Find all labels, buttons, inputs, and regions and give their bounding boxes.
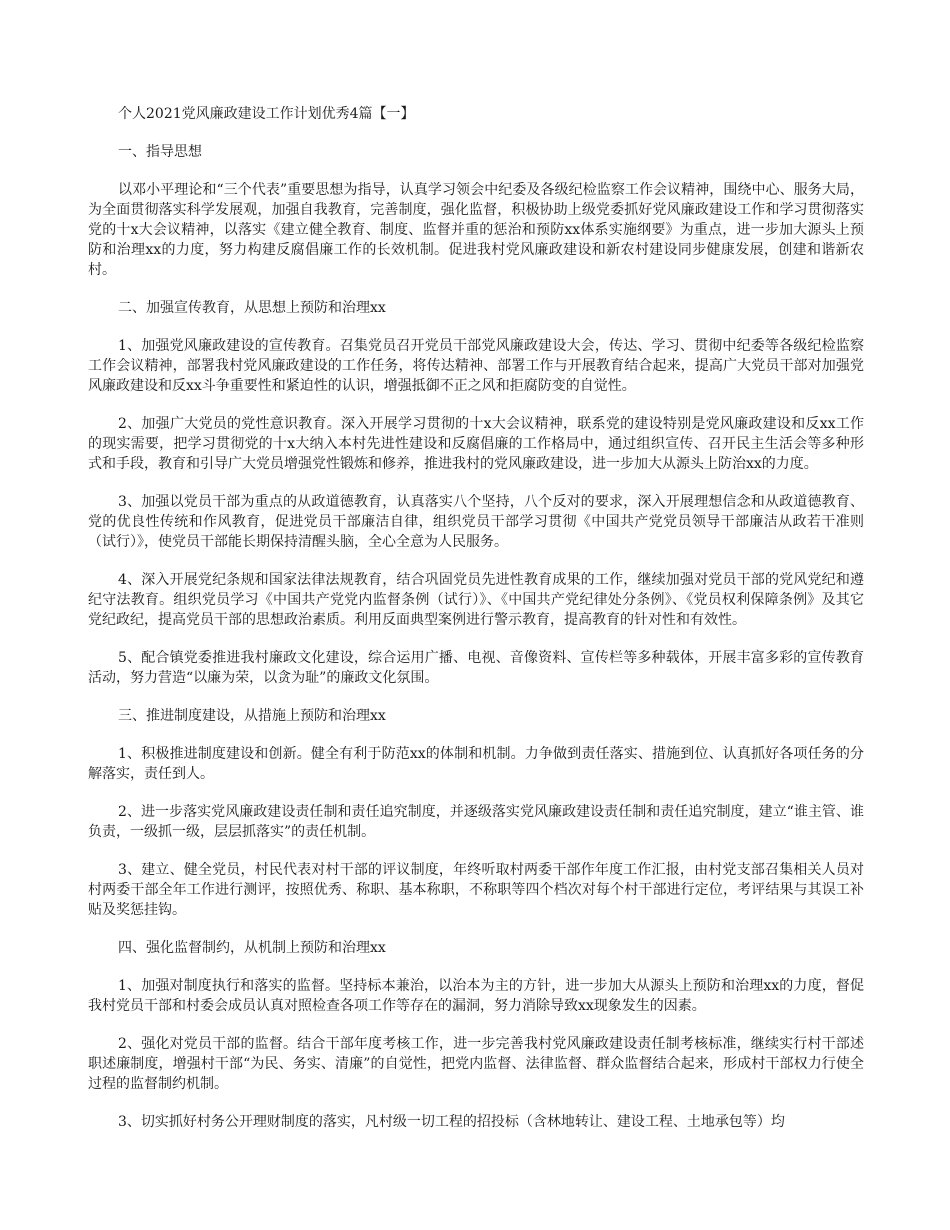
section-heading-4: 四、强化监督制约，从机制上预防和治理xx	[118, 940, 386, 956]
paragraph: 4、深入开展党纪条规和国家法律法规教育，结合巩固党员先进性教育成果的工作，继续加强对党员干部的党风党纪和遵纪守法教育。组织党员学习《中国共产党党内监督条例（试行）》、《中国共产党纪律处分条例》、《党员权利保障条例》及其它党纪政纪，提高党员干部的思想政治素质。利用反面典型案例进行警示教育，提高教育的针对性和有效性。	[88, 572, 864, 628]
section-heading-3: 三、推进制度建设，从措施上预防和治理xx	[118, 708, 386, 724]
paragraph: 2、加强广大党员的党性意识教育。深入开展学习贯彻的十x大会议精神，联系党的建设特别是党风廉政建设和反xx工作的现实需要，把学习贯彻党的十x大纳入本村先进性建设和反腐倡廉的工作格局中，通过组织宣传、召开民主生活会等多种形式和手段，教育和引导广大党员增强党性锻炼和修养，推进我村的党风廉政建设，进一步加大从源头上防治xx的力度。	[88, 416, 864, 472]
paragraph: 2、进一步落实党风廉政建设责任制和责任追究制度，并逐级落实党风廉政建设责任制和责任追究制度，建立“谁主管、谁负责，一级抓一级，层层抓落实”的责任机制。	[88, 804, 864, 840]
section-heading-2: 二、加强宣传教育，从思想上预防和治理xx	[118, 300, 386, 316]
document-title: 个人2021党风廉政建设工作计划优秀4篇【一】	[118, 106, 415, 122]
paragraph: 1、加强党风廉政建设的宣传教育。召集党员召开党员干部党风廉政建设大会，传达、学习、贯彻中纪委等各级纪检监察工作会议精神，部署我村党风廉政建设的工作任务，将传达精神、部署工作与开展教育结合起来，提高广大党员干部对加强党风廉政建设和反xx斗争重要性和紧迫性的认识，增强抵御不正之风和拒腐防变的自觉性。	[88, 338, 864, 394]
section-heading-1: 一、指导思想	[118, 144, 202, 160]
paragraph: 3、切实抓好村务公开理财制度的落实，凡村级一切工程的招投标（含林地转让、建设工程、土地承包等）均	[118, 1114, 785, 1130]
paragraph: 3、建立、健全党员，村民代表对村干部的评议制度，年终听取村两委干部作年度工作汇报，由村党支部召集相关人员对村两委干部全年工作进行测评，按照优秀、称职、基本称职，不称职等四个档次对每个村干部进行定位，考评结果与其误工补贴及奖惩挂钩。	[88, 862, 864, 918]
paragraph: 2、强化对党员干部的监督。结合干部年度考核工作，进一步完善我村党风廉政建设责任制考核标准，继续实行村干部述职述廉制度，增强村干部“为民、务实、清廉”的自觉性，把党内监督、法律监督、群众监督结合起来，形成村干部权力行使全过程的监督制约机制。	[88, 1036, 864, 1092]
document-body	[88, 104, 864, 1150]
paragraph: 1、加强对制度执行和落实的监督。坚持标本兼治，以治本为主的方针，进一步加大从源头上预防和治理xx的力度，督促我村党员干部和村委会成员认真对照检查各项工作等存在的漏洞，努力消除导致xx现象发生的因素。	[88, 978, 864, 1014]
paragraph: 以邓小平理论和“三个代表”重要思想为指导，认真学习领会中纪委及各级纪检监察工作会议精神，围绕中心、服务大局，为全面贯彻落实科学发展观，加强自我教育，完善制度，强化监督，积极协助上级党委抓好党风廉政建设工作和学习贯彻落实党的十x大会议精神，以落实《建立健全教育、制度、监督并重的惩治和预防xx体系实施纲要》为重点，进一步加大源头上预防和治理xx的力度，努力构建反腐倡廉工作的长效机制。促进我村党风廉政建设和新农村建设同步健康发展，创建和谐新农村。	[88, 182, 864, 278]
paragraph: 3、加强以党员干部为重点的从政道德教育，认真落实八个坚持，八个反对的要求，深入开展理想信念和从政道德教育、党的优良性传统和作风教育，促进党员干部廉洁自律，组织党员干部学习贯彻《中国共产党党员领导干部廉洁从政若干准则（试行）》，使党员干部能长期保持清醒头脑，全心全意为人民服务。	[88, 494, 864, 550]
paragraph: 5、配合镇党委推进我村廉政文化建设，综合运用广播、电视、音像资料、宣传栏等多种载体，开展丰富多彩的宣传教育活动，努力营造“以廉为荣，以贪为耻”的廉政文化氛围。	[88, 650, 864, 686]
paragraph: 1、积极推进制度建设和创新。健全有利于防范xx的体制和机制。力争做到责任落实、措施到位、认真抓好各项任务的分解落实，责任到人。	[88, 746, 864, 782]
